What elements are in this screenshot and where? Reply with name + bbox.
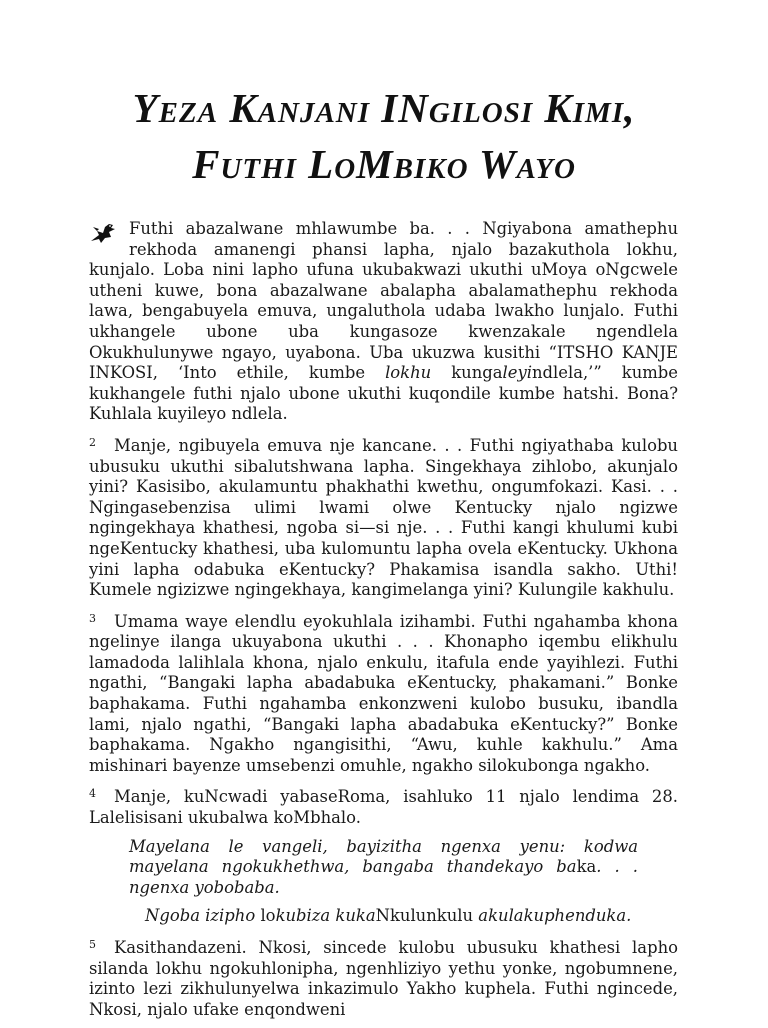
- scripture-quote-1: [129, 837, 638, 899]
- scripture-quote-1-text: Mayelana le vangeli, bayizitha ngenxa yenu: kodwa mayelana ngokukhethwa, bangaba thandekayo ba: [129, 836, 638, 877]
- paragraph-4-text: Manje, kuNcwadi yabaseRoma, isahluko 11 njalo lendima 28. Lalelisisani ukubalwa koMbhalo.: [89, 787, 678, 828]
- paragraph-3: [89, 609, 678, 777]
- paragraph-1: [89, 219, 678, 425]
- paragraph-1-italic-2: leyi: [502, 363, 532, 383]
- paragraph-2-text: Manje, ngibuyela emuva nje kancane. . . Futhi ngiyathaba kulobu ubusuku ukuthi sibalutshwana lapha. Singekhaya zihlobo, akunjalo yini? Kasisibo, akulamuntu phakhathi kwethu, ongumfokazi. Kasi. . . Ngingasebenzisa ulimi lwami olwe Kentucky njalo ngizwe ngingekhaya khathesi, ngoba si—si nje. . . Futhi kangi khulumi kubi ngeKentucky khathesi, uba kulomuntu lapha ovela eKentucky. Ukhona yini lapha odabuka eKentucky? Phakamisa isandla sakho. Uthi! Kumele ngizizwe ngingekhaya, kangimelanga yini? Kulungile kakhulu.: [89, 435, 678, 600]
- sermon-body: [89, 219, 678, 1028]
- paragraph-4: [89, 784, 678, 828]
- paragraph-number: 4: [89, 787, 96, 801]
- paragraph-1-italic-1: lokhu: [385, 363, 432, 383]
- paragraph-5-text: Kasithandazeni. Nkosi, sincede kulobu ubusuku khathesi lapho silanda lokhu ngokuhlonipha, ngenhliziyo yethu yonke, ngobumnene, izinto lezi zikhulunyelwa inkazimulo Yakho kuphela. Futhi ngincede, Nkosi, njalo ufake enqondweni: [89, 938, 678, 1019]
- paragraph-number: 3: [89, 611, 96, 625]
- scripture-quote-2: [129, 906, 638, 927]
- scripture-quote-1-roman: ka: [576, 857, 597, 877]
- scripture-quote-2-nkulunkulu: Nkulunkulu: [375, 906, 474, 926]
- scripture-quote-2-roman: lo: [260, 906, 276, 926]
- scripture-quote-1-end: . . . ngenxa yobobaba.: [129, 857, 638, 897]
- page-title-line1: Yeza Kanjani INgilosi Kimi,: [132, 85, 636, 131]
- paragraph-number: 5: [89, 938, 96, 951]
- scripture-quote-2-text-b: kubiza kuka: [275, 906, 376, 926]
- scripture-quote-2-text-c: akulakuphenduka.: [473, 906, 632, 926]
- paragraph-number: 2: [89, 435, 96, 449]
- page-title-line2: Futhi LoMbiko Wayo: [192, 141, 576, 187]
- paragraph-2: [89, 433, 678, 601]
- paragraph-5: [89, 935, 678, 1020]
- scripture-quote-2-text-a: Ngoba izipho: [145, 906, 261, 926]
- paragraph-1-text-a: Futhi abazalwane mhlawumbe ba. . . Ngiyabona amathephu rekhoda amanengi phansi lapha, njalo bazakuthola lokhu, kunjalo. Loba nini lapho ufuna ukubakwazi ukuthi uMoya oNgcwele utheni kuwe, bona abazalwane abalapha abalamathephu rekhoda lawa, bengabuyela emuva, ungaluthola udaba lwakho lunjalo. Futhi ukhangele ubone uba kungasoze kwenzakale ngendlela Okukhulunywe ngayo, uyabona. Uba ukuzwa kusithi “ITSHO KANJE INKOSI, ‘Into ethile, kumbe: [89, 219, 678, 383]
- dove-icon: [89, 221, 119, 245]
- paragraph-1-text-c: ndlela,’” kumbe kukhangele futhi njalo ubone ukuthi kuqondile kumbe hatshi. Bona? Kuhlala kuyileyo ndlela.: [89, 363, 678, 424]
- paragraph-1-text-b: kunga: [431, 363, 503, 383]
- paragraph-3-text: Umama waye elendlu eyokuhlala izihambi. Futhi ngahamba khona ngelinye ilanga ukuyabona ukuthi . . . Khonapho iqembu elikhulu lamadoda lalihlala khona, njalo enkulu, itafula ende yayihlezi. Futhi ngathi, “Bangaki lapha abadabuka eKentucky, phakamani.” Bonke baphakama. Futhi ngahamba enkonzweni kulobo busuku, ibandla lami, njalo ngathi, “Bangaki lapha abadabuka eKentucky?” Bonke baphakama. Ngakho ngangisithi, “Awu, kuhle kakhulu.” Ama mishinari bayenze umsebenzi omuhle, ngakho silokubonga ngakho.: [89, 611, 678, 775]
